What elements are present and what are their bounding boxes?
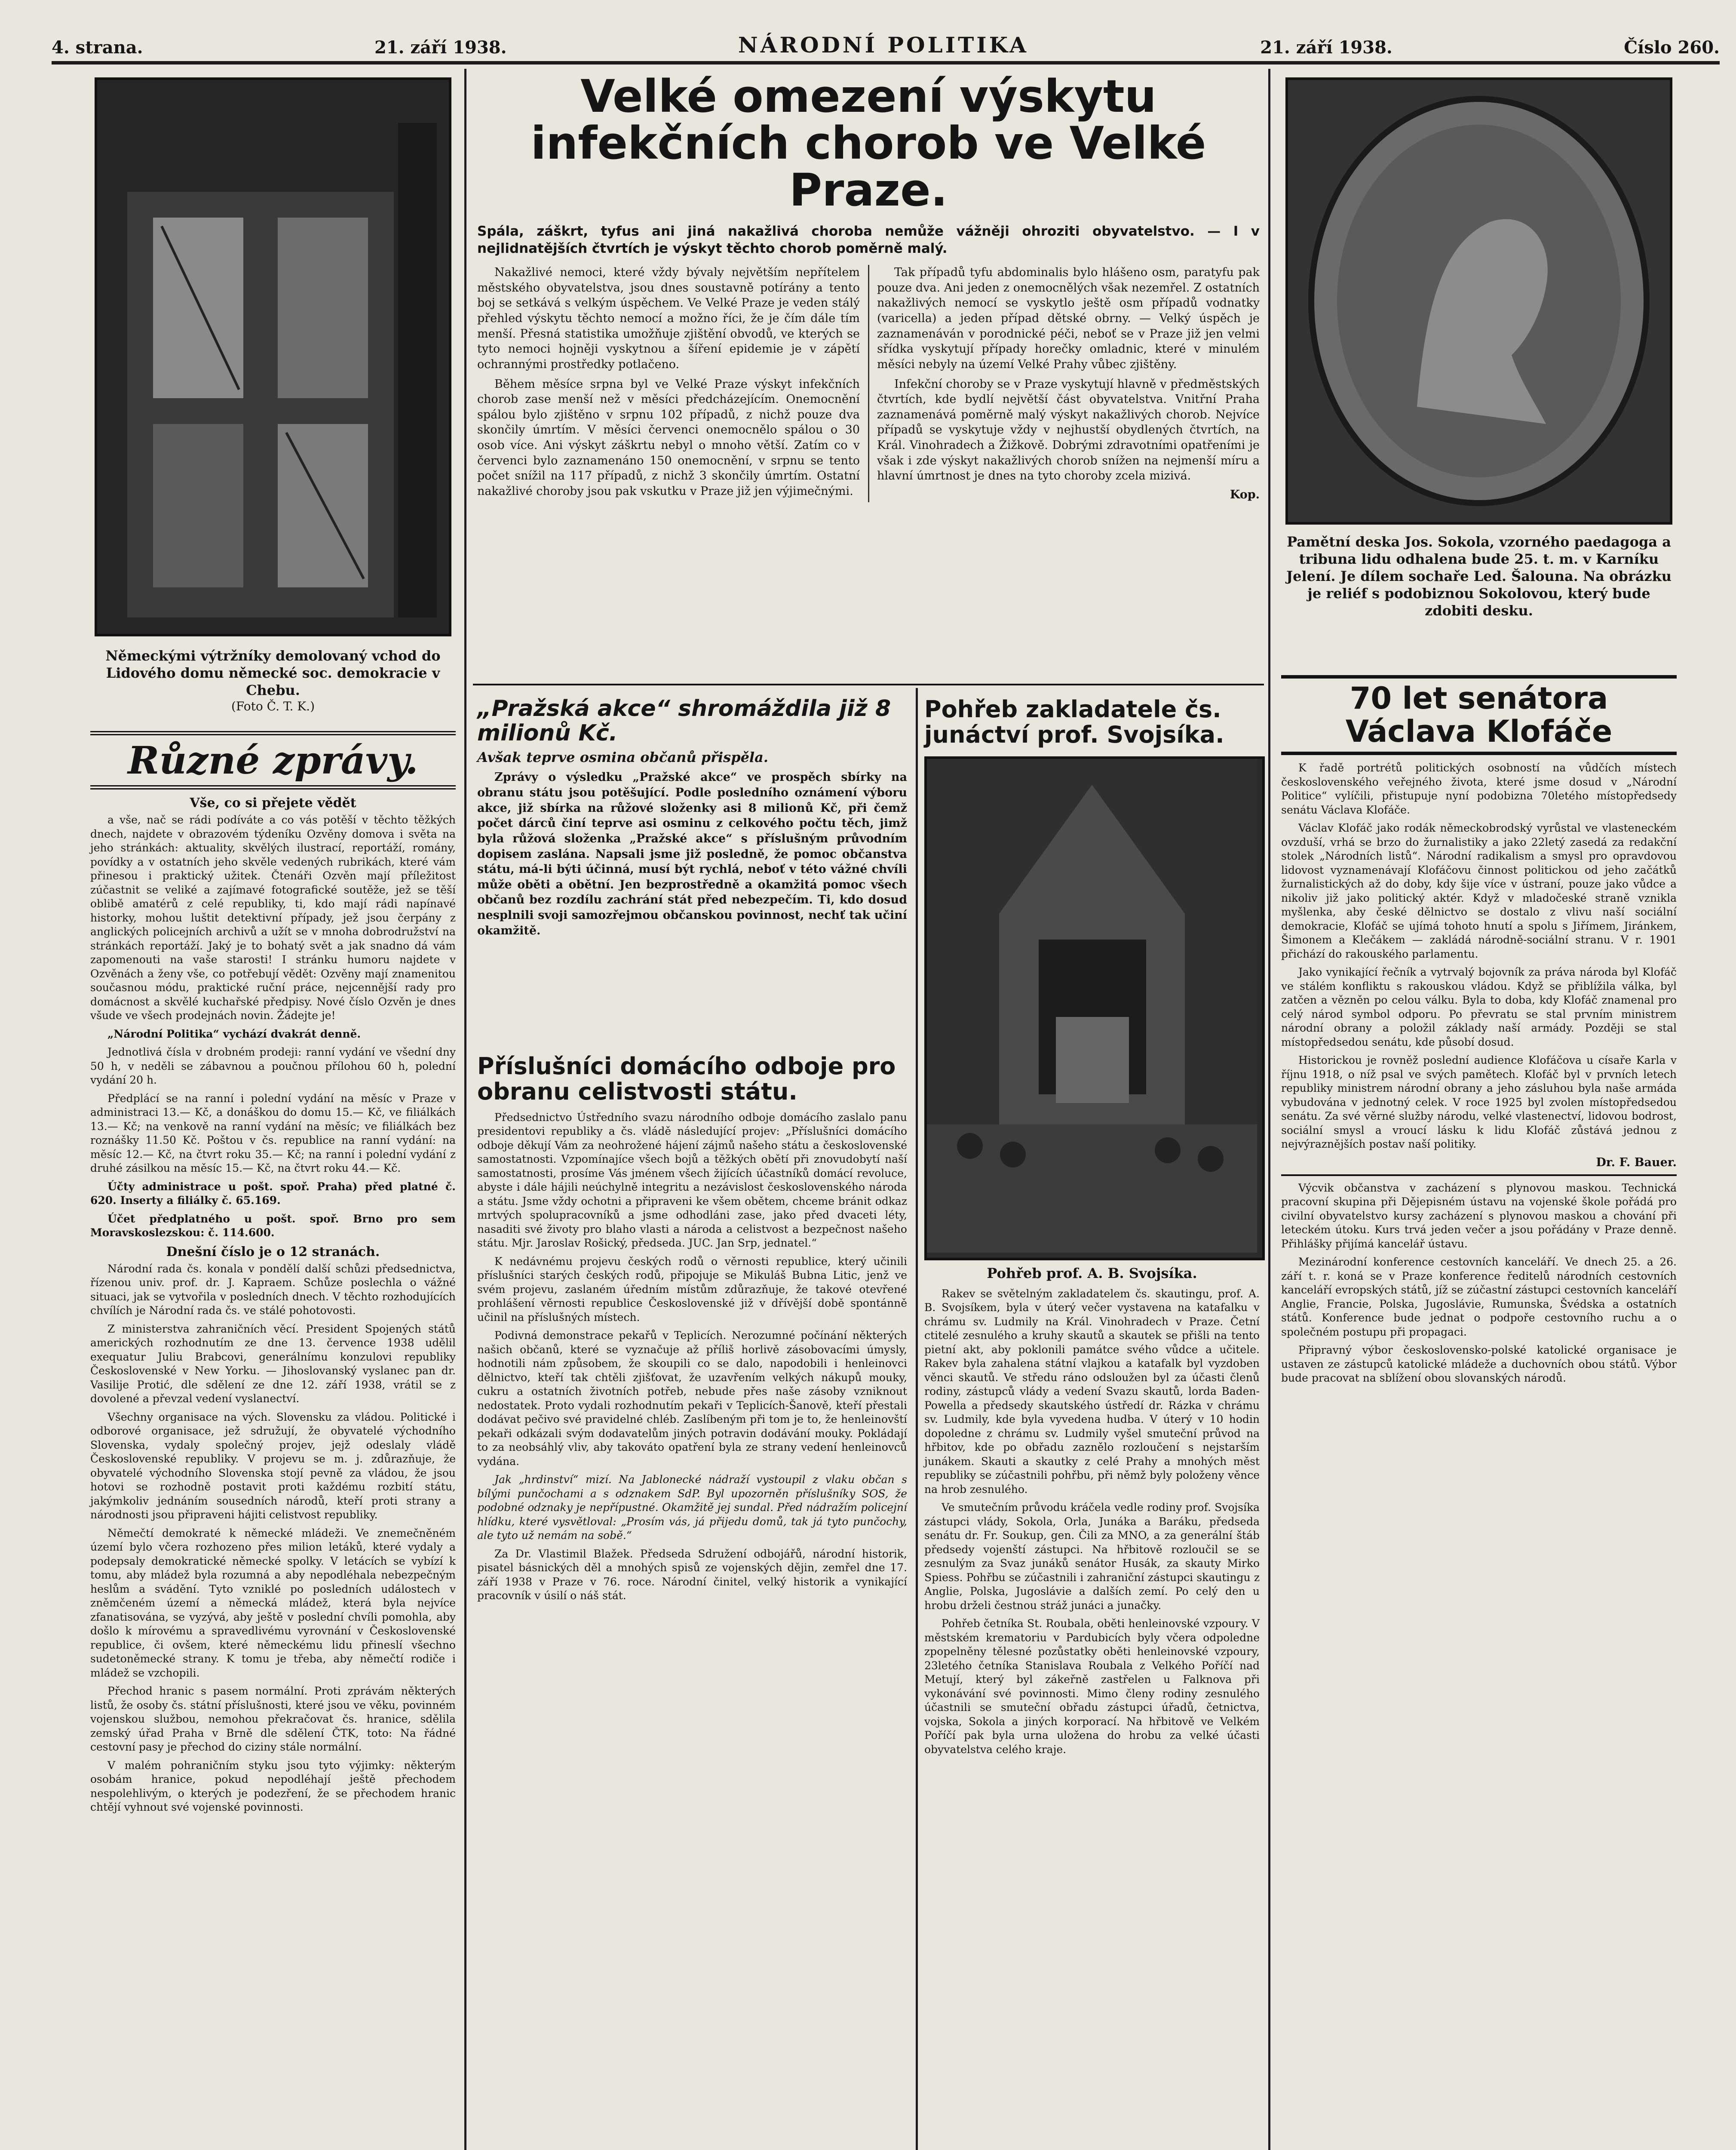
klofac-p2: Václav Klofáč jako rodák německobrodský vyrůstal ve vlasteneckém ovzduší, vrhá se brzo do žurnalistiky a jako 22letý zasedá za redakční stolek „Národních listů“. Národní radikalism a smysl pro opravdovou lidovost vyznamenávají Klofáčovu činnost politickou od jeho začátků žurnalistických až do doby, kdy šije více v ústraní, pouze jako vůdce a nikoliv již jako politický aktér. Když v mladočeské straně vznikla myšlenka, aby české dělnictvo se dostalo z vlivu naší sociální demokracie, Klofáč se ujímá tohoto hnutí a spolu s Jiřímem, Jiránkem, Šimonem a Klečákem — zakládá národně-sociální stranu. V r. 1901 přichází do rakouského parlamentu. bbox=[1281, 822, 1677, 960]
klofac-rule bbox=[1281, 1174, 1677, 1176]
newspaper-title: NÁRODNÍ POLITIKA bbox=[738, 32, 1029, 58]
infekce-p4: Infekční choroby se v Praze vyskytují hlavně v předměstských čtvrtích, kde bydlí největší část obyvatelstva. Vnitřní Praha zaznamenává poměrně malý výskyt nakažlivých chorob. Nejvíce případů se vyskytuje vždy v nejhustší obydlených čtvrtích, na Král. Vinohradech a Žižkově. Dobrými zdravotními opatřeními je však i zde výskyt nakažlivých chorob snížen na nejmenší míru a hlavní úmrtnost je dnes na tyto choroby zcela mizivá. bbox=[877, 377, 1260, 483]
klofac-n2: Mezinárodní konference cestovních kanceláří. Ve dnech 25. a 26. září t. r. koná se v Praze konference ředitelů národních cestovních kanceláří evropských států, jíž se zúčastní zástupci cestovních kanceláří Anglie, Francie, Polska, Jugoslávie, Rumunska, Švédska a ostatních států. Konference bude jednat o podpoře cestovního ruchu a o společném postupu při propagaci. bbox=[1281, 1256, 1677, 1338]
item10-text: Němečtí demokraté k německé mládeži. Ve znemečněném území bylo včera rozhozeno přes milion letáků, které vydaly a podepsaly demokratické německé spolky. V letácích se vybízí k tomu, aby mládež byla rozumná a aby nepodléhala nebezpečným heslům a svádění. Tyto vzniklé po posledních událostech v zněmčeném území a německá mládež, která byla nejvíce zfanatisována, se vyzývá, aby ještě v poslední chvíli pomohla, aby došlo k mírovému a spravedlivému vyrovnání v Československé republice, či ovšem, které německému lidu přineslí všechno sudetoněmecké strany. K tomu je třeba, aby němečtí rodiče i mládež se vzchopili. bbox=[90, 1526, 456, 1679]
klofac-p3: Jako vynikající řečník a vytrvalý bojovník za práva národa byl Klofáč ve stálém konfliktu s rakouskou vládou. Když se přiblížila válka, byl zatčen a vězněn po celou válku. Byla to doba, kdy Klofáč znamenal pro celý národ symbol odporu. Po převratu se stal prvním ministrem národní obrany a položil základy naší armády. Později se stal místopředsedou senátu, kde působí dosud. bbox=[1281, 966, 1677, 1048]
klofac-headline: 70 let senátora Václava Klofáče bbox=[1281, 675, 1677, 755]
klofac-p4: Historickou je rovněž poslední audience Klofáčova u císaře Karla v říjnu 1918, o níž psal ve svých pamětech. Klofáč byl v prvních letech republiky ministrem národní obrany a jeho zásluhou byla naše armáda vybudována v jednotný celek. V roce 1925 byl zvolen místopředsedou senátu. Za své věrné služby národu, velké vlastenectví, lidovou bodrost, sociální smysl a vroucí lásku k lidu Klofáč zůstává jednou z nejvýraznějších postav naší politiky. bbox=[1281, 1054, 1677, 1150]
ruzne-zpravy-title: Různé zprávy. bbox=[90, 731, 456, 789]
odboj-headline: Příslušníci domácího odboje pro obranu celistvosti státu. bbox=[477, 1053, 896, 1106]
funeral-caption: Pohřeb prof. A. B. Svojsíka. bbox=[987, 1265, 1197, 1281]
ruzne-zpravy-body bbox=[90, 796, 456, 1815]
column-rule-2 bbox=[916, 688, 918, 2150]
pohreb-text: Rakev se světelným zakladatelem čs. skautingu, prof. A. B. Svojsíkem, byla v úterý večer vystavena na katafalku v chrámu sv. Ludmily na Král. Vinohradech v Praze. Četní ctitelé zesnulého a kruhy skautů a skautek se přišli na tento pietní akt, aby poklonili památce svého vůdce a učitele. Rakev byla zahalena státní vlajkou a katafalk byl vyzdoben věnci skautů. Ve středu ráno odsloužen byl za účasti členů rodiny, zástupců vlády a vedení Svazu skautů, lorda Baden-Powella a předsedy skautského ústředí dr. Rázka v chrámu sv. Ludmily, kde byla vyvedena hudba. V úterý v 10 hodin dopoledne z chrámu sv. Ludmily vyšel smuteční průvod na hřbitov, kde po obřadu zaznělo rozloučení s nejstarším junákem. Skauti a skautky z celé Prahy a mnohých měst republiky se zúčastnili pohřbu, při němž byly položeny věnce na hrob zesnulého. bbox=[924, 1287, 1260, 1496]
item2-text: Jednotlivá čísla v drobném prodeji: ranní vydání ve všední dny 50 h, v neděli se zábavnou a poučnou přílohou 60 h, polední vydání 20 h. bbox=[90, 1046, 456, 1086]
infekce-bottom-rule bbox=[473, 684, 1264, 685]
pohreb-n1: Pohřeb četníka St. Roubala, oběti henleinovské vzpoury. V městském krematoriu v Pardubicích byly včera odpoledne zpopelněny tělesné pozůstatky oběti henleinovské vzpoury, 23letého četníka Stanislava Roubala z Velkého Poříčí nad Metují, který byl zákeřně zastřelen u Falknova při vykonávání své povinnosti. Mimo členy rodiny zesnulého účastnili se smuteční obřadu zástupci úřadů, četnictva, vojska, Sokola a jiných korporací. Na hřbitově ve Velkém Poříčí pak byla urna uložena do hrobu za velké účasti obyvatelstva celého kraje. bbox=[924, 1617, 1260, 1756]
infekce-signature: Kop. bbox=[1230, 488, 1260, 501]
column-rule-1 bbox=[464, 69, 466, 2150]
funeral-photo bbox=[924, 756, 1265, 1260]
klofac-body bbox=[1281, 761, 1677, 1385]
odboj-n4: Za Dr. Vlastimil Blažek. Předseda Sdružení odbojářů, národní historik, pisatel básnických děl a mnohých spisů ze vojenských dějin, zemřel dne 17. září 1938 v Praze v 76. roce. Národní činitel, velký historik a vynikající pracovník v úsilí o náš stát. bbox=[477, 1547, 907, 1602]
sokol-plaque-photo bbox=[1285, 77, 1672, 525]
plaque-illustration bbox=[1288, 80, 1670, 522]
infekce-p3: Tak případů tyfu abdominalis bylo hlášeno osm, paratyfu pak pouze dva. Ani jeden z onemocnělých však nezemřel. Z ostatních nakažlivých nemocí se vyskytlo ještě osm případů vodnatky (varicella) a jeden případ dětské obrny. — Velký úspěch je zaznamenáván v porodnické péči, neboť se v Praze již jen velmi sřídka vyskytují případy horečky omladnic, které v minulém měsíci nebyly na území Velké Prahy vůbec zjištěny. bbox=[877, 266, 1260, 371]
item5-text: Účet předplatného u pošt. spoř. Brno pro sem Moravskoslezskou: č. 114.600. bbox=[90, 1212, 456, 1239]
photo-left-caption bbox=[90, 647, 456, 714]
akce-article bbox=[477, 697, 907, 943]
pohreb-article bbox=[924, 697, 1260, 1761]
akce-subhead: Avšak teprve osmina občanů přispěla. bbox=[477, 749, 768, 766]
odboj-text: Předsednictvo Ústředního svazu národního odboje domácího zaslalo panu presidentovi republiky a čs. vládě následující projev: „Příslušníci domácího odboje děkují Vám za neohrožené hájení zájmů našeho státu a československé samostatnosti. Vzpomínajíce všech bojů a těžkých obětí při znovudobytí naší samostatnosti, prosíme Vás jménem všech žijících účastníků domácí revoluce, abyste i dále hájili neúchylně integritu a nezávislost československého národa a státu. Jsme vždy ochotni a připraveni ke všem obětem, chceme bránit odkaz mrtvých spolupracovníků a jsme odhodláni zase, jako před dvaceti léty, nasaditi své životy pro blaho vlasti a národa a celistvost a bezpečnost našeho státu. Mjr. Jaroslav Rošický, předseda. JUC. Jan Srp, jednatel.“ bbox=[477, 1111, 907, 1250]
masthead bbox=[52, 30, 1720, 64]
item8-text: Z ministerstva zahraničních věcí. President Spojených států amerických rozhodnutím ze dne 13. července 1938 udělil exequatur Juliu Brabcovi, generálnímu konzulovi republiky Československé v New Yorku. — Jihoslovanský vyslanec pan dr. Vasilije Protić, dle sdělení ze dne 12. září 1938, vrátil se z dovolené a převzal vedení vyslanectví. bbox=[90, 1322, 456, 1405]
column-rule-3 bbox=[1268, 69, 1270, 2150]
issue-number: Číslo 260. bbox=[1624, 37, 1720, 58]
infekce-article bbox=[477, 70, 1260, 502]
odboj-n2: Podivná demonstrace pekařů v Teplicích. Nerozumné počínání některých našich občanů, které se vyznačuje až příliš horlivě zásobovacími úmysly, hodnotili nám způsobem, že skoupili co se dalo, napodobili i henleinovci dělnictvo, kteří tak chtěli zjišťovat, že uzavřením velkých nákupů mouky, cukru a ostatních životních potřeb, nebude přes naše zásoby vzniknout nedostatek. Proto vydali rozhodnutím pekaři v Teplicích-Šanově, kteří přestali dodávat pečivo své pravidelné chléb. Zaslíbeným při tom je to, že henleinovští pekaři odkázali svým dodavatelům jiných potravin dodávání mouky. Pokládají to za neobsáhlý vliv, aby takováto opatření byla ze strany vedení henleinovců vydána. bbox=[477, 1329, 907, 1468]
pohreb-headline: Pohřeb zakladatele čs. junáctví prof. Svojsíka. bbox=[924, 696, 1224, 749]
item6-title: Dnešní číslo je o 12 stranách. bbox=[166, 1244, 380, 1259]
ruzne-zpravy-section bbox=[90, 731, 456, 1819]
infekce-deck: Spála, záškrt, tyfus ani jiná nakažlivá choroba nemůže vážněji ohroziti obyvatelstvo. — I v nejlidnatějších čtvrtích je výskyt těchto chorob poměrně malý. bbox=[477, 223, 1260, 256]
photo-illustration bbox=[97, 80, 451, 636]
odboj-n3: Jak „hrdinství“ mizí. Na Jablonecké nádraží vystoupil z vlaku občan s bílými punčochami a s odznakem SdP. Byl upozorněn příslušníky SOS, že podobné odznaky je nepřípustné. Okamžitě jej sundal. Před nádražím policejní hlídku, které vysvětloval: „Prosím vás, já přijedu domů, tak já tyto punčochy, ale tyto už nemám na sobě.“ bbox=[477, 1473, 907, 1542]
date-right: 21. září 1938. bbox=[1260, 37, 1392, 58]
item3-text: Předplácí se na ranní i polední vydání na měsíc v Praze v administraci 13.— Kč, a donáškou do domu 15.— Kč, ve filiálkách 13.— Kč; na venkově na ranní vydání na měsíc; ve filiálkách bez roznášky 11.50 Kč. Poštou v čs. republice na ranní vydání: na měsíc 12.— Kč, na čtvrt roku 35.— Kč; na ranní i polední vydání z druhé zásilkou na měsíc 15.— Kč, na čtvrt roku 44.— Kč. bbox=[90, 1092, 456, 1174]
odboj-n1: K nedávnému projevu českých rodů o věrnosti republice, který učinili příslušníci starých českých rodů, připojuje se Mikuláš Bubna Litic, jenž ve svém projevu, zaslaném úředním místům zdůrazňuje, že takové otevřené prohlášení věrnosti republice Československé již v dřívější době spontánně učinil na příslušných místech. bbox=[477, 1255, 907, 1324]
funeral-illustration bbox=[927, 759, 1257, 1253]
plaque-caption: Pamětní deska Jos. Sokola, vzorného paedagoga a tribuna lidu odhalena bude 25. t. m. v Karníku Jelení. Je dílem sochaře Led. Šalouna. Na obrázku je reliéf s podobiznou Sokolovou, který bude zdobiti desku. bbox=[1286, 534, 1672, 619]
photo-left-credit: (Foto Č. T. K.) bbox=[231, 699, 315, 713]
item1-text: a vše, nač se rádi podíváte a co vás potěší v těchto těžkých dnech, najdete v obrazovém týdeníku Ozvěny domova i světa na jeho stránkách: aktuality, skvělých ilustrací, reportáží, romány, povídky a v ostatních jeho skvěle vedených rubrikách, které vám přinesou i praktický užitek. Čtenáři Ozvěn mají příležitost zúčastnit se veliké a zajímavé fotografické soutěže, jež se těší oblibě amatérů z celé republiky, ti, kdo mají rádi napínavé historky, mohou luštit detektivní případy, jež jsou čerpány z anglických policejních archivů a užít se v mnoha dobrodružství na stránkách reportáží. Jaký je to bohatý svět a jak snadno dá vám zapomenouti na vaše starosti! I stránku humoru najdete v Ozvěnách a ženy vše, co potřebují vědět: Ozvěny mají znamenitou současnou módu, praktické ruční práce, nejcennější rady pro domácnost a skvělé kuchařské předpisy. Nové číslo Ozvěn je dnes všude ve všech prodejnách novin. Žádejte je! bbox=[90, 814, 456, 1022]
pohreb-body bbox=[924, 1287, 1260, 1757]
infekce-headline: Velké omezení výskytu infekčních chorob ve Velké Praze. bbox=[531, 70, 1206, 217]
klofac-n3: Připravný výbor československo-polské katolické organisace je ustaven ze zástupců katolické mládeže a duchovních obou států. Výbor bude pracovat na sblížení obou slovanských národů. bbox=[1281, 1344, 1677, 1384]
klofac-article bbox=[1281, 675, 1677, 1390]
item4-text: Účty administrace u pošt. spoř. Praha) před platné č. 620. Inserty a filiálky č. 65.169. bbox=[90, 1180, 456, 1207]
infekce-p2: Během měsíce srpna byl ve Velké Praze výskyt infekčních chorob zase menší než v měsíci předcházejícím. Onemocnění spálou bylo zjištěno v srpnu 102 případů, z nichž pouze dva skončily úmrtím. V měsíci červenci onemocnělo spálou o 30 osob více. Ani výskyt záškrtu nebyl o mnoho větší. Zatím co v červenci bylo zaznamenáno 150 onemocnění, v srpnu se tento počet snížil na 117 případů, z nichž 3 skončily úmrtím. Ostatní nakažlivé choroby jsou pak vskutku v Praze již jen výjimečnými. bbox=[477, 377, 860, 498]
item2-title: „Národní Politika“ vychází dvakrát denně. bbox=[107, 1027, 361, 1040]
item9-text: Všechny organisace na vých. Slovensku za vládou. Politické i odborové organisace, jež sdružují, že obyvatelé východního Slovenska, vydaly společný projev, jejž odeslaly vládě Československé republiky. V projevu se m. j. zdůrazňuje, že obyvatelé východního Slovenska stojí pevně za vládou, že jsou hotovi se rozhodně postavit proti každému rozbití státu, jakýmkoliv jednáním sousedních národů, kteří proti strany a národnosti jsou připraveni hájiti celistvost republiky. bbox=[90, 1410, 456, 1521]
photo-left-caption-text: Německými výtržníky demolovaný vchod do Lidového domu německé soc. demokracie v Chebu. bbox=[105, 648, 441, 698]
item1-title: Vše, co si přejete vědět bbox=[190, 796, 356, 811]
item12-text: V malém pohraničním styku jsou tyto výjimky: některým osobám hranice, pokud nepodléhají ještě přechodem nespolehlivým, o kterých je podezření, že se přechodem hranic chtějí vyhnout své vojenské povinnosti. bbox=[90, 1759, 456, 1813]
infekce-body bbox=[477, 265, 1260, 502]
akce-headline: „Pražská akce“ shromáždila již 8 milionů Kč. bbox=[477, 696, 891, 746]
pohreb-text2: Ve smutečním průvodu kráčela vedle rodiny prof. Svojsíka zástupci vlády, Sokola, Orla, Junáka a Baráku, předseda senátu dr. Fr. Soukup, gen. Čili za MNO, a za generální štáb předsedy vojenští zástupci. Na hřbitově rozloučil se se zesnulým za Svaz junáků senátor Husák, za skauty Mirko Spiess. Pohřbu se zúčastnili i zahraniční zástupci skautingu z Anglie, Polska, Jugoslávie a dalších zemí. Po celý den u hrobu drželi čestnou stráž junáci a junačky. bbox=[924, 1501, 1260, 1612]
klofac-signature: Dr. F. Bauer. bbox=[1596, 1155, 1677, 1169]
date-left: 21. září 1938. bbox=[374, 37, 507, 58]
page-number: 4. strana. bbox=[52, 37, 143, 58]
item11-text: Přechod hranic s pasem normální. Proti zprávám některých listů, že osoby čs. státní příslušnosti, které jsou ve věku, povinném vojenskou službou, nemohou překračovat čs. hranice, sdělila zemský úřad Praha v Brně dle sdělení ČTK, toto: Na řádné cestovní pasy je přechod do ciziny stále normální. bbox=[90, 1685, 456, 1753]
infekce-p1: Nakažlivé nemoci, které vždy bývaly největším nepřítelem městského obyvatelstva, jsou dnes soustavně potírány a tento boj se setkává s velkým úspěchem. Ve Velké Praze je veden stálý přehled výskytu těchto nemocí a možno říci, že je čím dále tím menší. Přesná statistika umožňuje zjištění obvodů, ve kterých se tyto nemoci hojněji vyskytnou a šíření epidemie je v zápětí ochrannými prostředky potlačeno. bbox=[477, 266, 860, 371]
akce-text: Zprávy o výsledku „Pražské akce“ ve prospěch sbírky na obranu státu jsou potěšující. Podle posledního oznámení výboru akce, již sbírka na růžové složenky asi 8 milionů Kč, při čemž počet dárců činí teprve asi osminu z celkového počtu těch, jimž byla růžová složenka „Pražské akce“ s příslušným průvodním dopisem zaslána. Napsali jsme již posledně, že pomoc občanstva státu, má-li býti účinná, musí být rychlá, neboť v této vážné chvíli může oběti a obětní. Jen bezprostředně a okamžitá pomoc všech občanů bez rozdílu zachrání stát před nebezpečím. Ti, kdo dosud nesplnili svoji samozřejmou občanskou povinnost, nechť tak učiní okamžitě. bbox=[477, 771, 907, 937]
chebu-door-photo bbox=[95, 77, 451, 636]
item7-text: Národní rada čs. konala v pondělí další schůzi předsednictva, řízenou univ. prof. dr. J. Kapraem. Schůze poslechla o vážné situaci, jak se vytvořila v posledních dnech. V těchto rozhodujících chvílích je Národní rada čs. ve stálé pohotovosti. bbox=[90, 1262, 456, 1317]
klofac-n1: Výcvik občanstva v zacházení s plynovou maskou. Technická pracovní skupina při Dějepisném ústavu na vojenské škole pořádá pro civilní obyvatelstvo kursy zacházení s plynovou maskou a chování při leteckém útoku. Kurs trvá jeden večer a jsou pořádány v Praze denně. Přihlášky přijímá kancelář ústavu. bbox=[1281, 1181, 1677, 1250]
odboj-body bbox=[477, 1111, 907, 1603]
odboj-article bbox=[477, 1054, 907, 1607]
klofac-p1: K řadě portrétů politických osobností na vůdčích místech československého veřejného života, které jsme dosud v „Národní Politice“ vylíčili, přistupuje nyní podobizna 70letého místopředsedy senátu Václava Klofáče. bbox=[1281, 762, 1677, 816]
